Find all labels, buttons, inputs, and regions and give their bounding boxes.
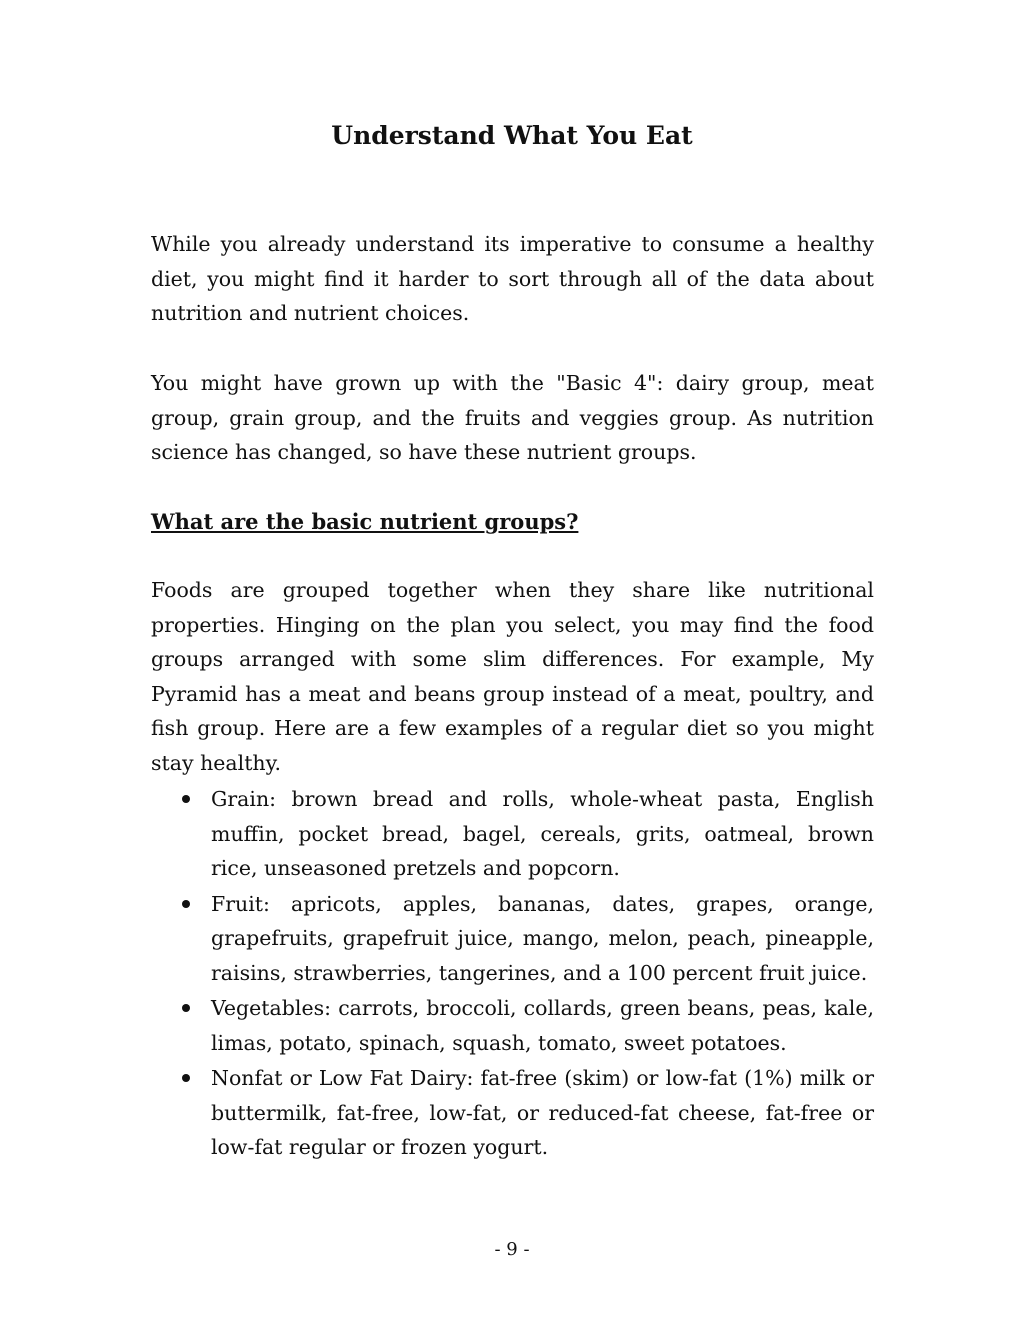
list-item: [151, 1061, 874, 1165]
bullet-icon: [182, 795, 190, 803]
list-item-text: Nonfat or Low Fat Dairy: fat-free (skim) or low-fat (1%) milk or buttermilk, fat-free, low-fat, or reduced-fat cheese, fat-free or low-fat regular or frozen yogurt.: [211, 1066, 874, 1159]
basic4-paragraph: You might have grown up with the "Basic 4": dairy group, meat group, grain group, and the fruits and veggies group. As nutrition science has changed, so have these nutrient groups.: [151, 371, 874, 464]
bullet-icon: [182, 1004, 190, 1012]
basic4-paragraph-block: [151, 366, 874, 470]
list-item-text: Fruit: apricots, apples, bananas, dates, grapes, orange, grapefruits, grapefruit juice, mango, melon, peach, pineapple, raisins, strawberries, tangerines, and a 100 percent fruit juice.: [211, 891, 874, 985]
food-group-list: [151, 782, 874, 1166]
list-item: [151, 782, 874, 886]
intro-paragraph-block: [151, 227, 874, 331]
page-number: - 9 -: [494, 1239, 530, 1260]
bullet-icon: [182, 900, 190, 908]
section-heading: What are the basic nutrient groups?: [151, 509, 579, 534]
foods-paragraph: Foods are grouped together when they share like nutritional properties. Hinging on the plan you select, you may find the food groups arranged with some slim differences. For example, My Pyramid has a meat and beans group instead of a meat, poultry, and fish group. Here are a few examples of a regular diet so you might stay healthy.: [151, 578, 874, 775]
intro-paragraph: While you already understand its imperative to consume a healthy diet, you might find it harder to sort through all of the data about nutrition and nutrient choices.: [151, 232, 874, 325]
list-item-text: Vegetables: carrots, broccoli, collards, green beans, peas, kale, limas, potato, spinach, squash, tomato, sweet potatoes.: [211, 996, 874, 1055]
bullet-icon: [182, 1074, 190, 1082]
list-item: [151, 991, 874, 1060]
foods-paragraph-block: [151, 573, 874, 780]
list-item: [151, 887, 874, 991]
list-item-text: Grain: brown bread and rolls, whole-wheat pasta, English muffin, pocket bread, bagel, cereals, grits, oatmeal, brown rice, unseasoned pretzels and popcorn.: [211, 787, 874, 880]
page-title: Understand What You Eat: [331, 121, 693, 150]
